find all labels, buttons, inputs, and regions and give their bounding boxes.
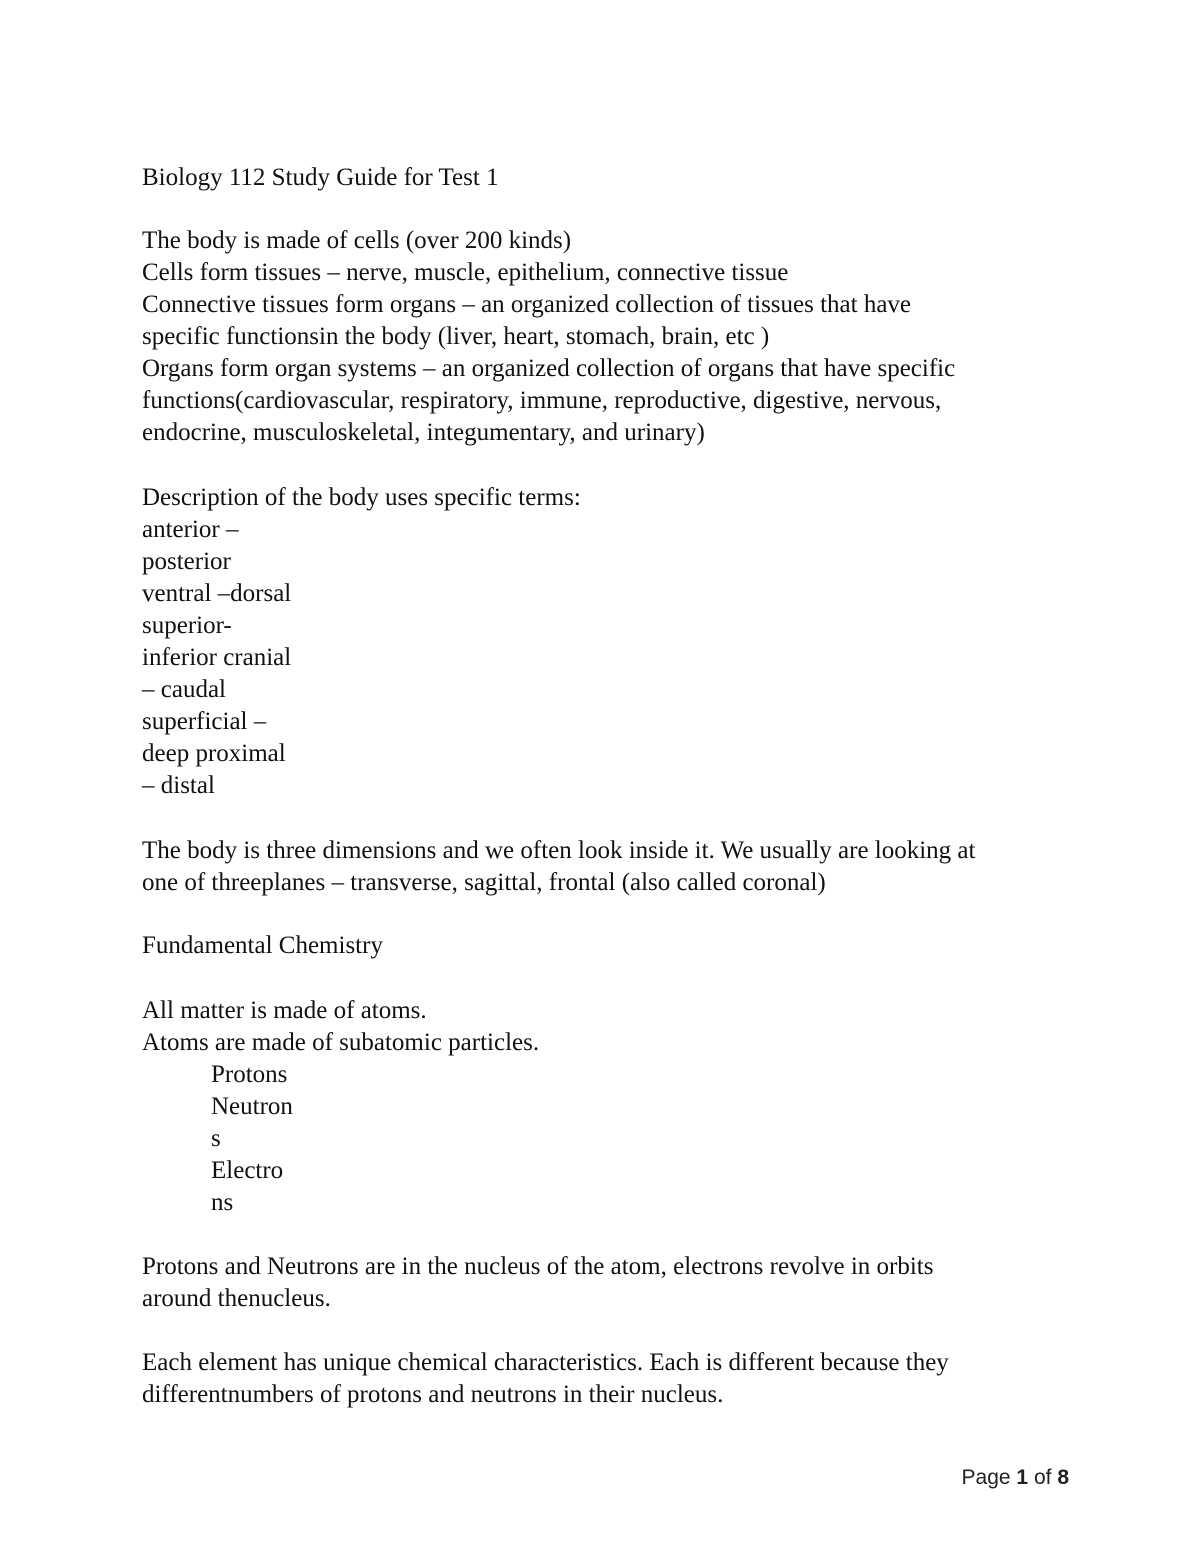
element-line: Each element has unique chemical characteristics. Each is different because they [142,1349,949,1376]
nucleus-line: around thenucleus. [142,1285,331,1312]
planes-line: one of threeplanes – transverse, sagittal, frontal (also called coronal) [142,869,826,896]
particle-item: s [211,1125,221,1152]
page-current: 1 [1016,1466,1029,1489]
term-line: ventral –dorsal [142,580,292,607]
terms-heading: Description of the body uses specific terms: [142,484,581,511]
document-title: Biology 112 Study Guide for Test 1 [142,164,499,191]
term-line: superior- [142,612,232,639]
term-line: deep proximal [142,740,286,767]
body-line: specific functionsin the body (liver, heart, stomach, brain, etc ) [142,323,770,350]
particle-item: Neutron [211,1093,293,1120]
element-line: differentnumbers of protons and neutrons in their nucleus. [142,1381,724,1408]
particle-item: Protons [211,1061,288,1088]
term-line: superficial – [142,708,267,735]
subatomic-line: Atoms are made of subatomic particles. [142,1029,540,1056]
matter-line: All matter is made of atoms. [142,997,427,1024]
of-label: of [1033,1466,1052,1489]
planes-line: The body is three dimensions and we often look inside it. We usually are looking at [142,837,976,864]
term-line: – distal [142,772,215,799]
page-label: Page [961,1466,1011,1489]
section-heading: Fundamental Chemistry [142,932,383,959]
body-line: The body is made of cells (over 200 kinds) [142,227,572,254]
body-line: endocrine, musculoskeletal, integumentary, and urinary) [142,419,705,446]
particle-item: Electro [211,1157,284,1184]
body-line: Organs form organ systems – an organized collection of organs that have specific [142,355,956,382]
particle-item: ns [211,1189,234,1216]
term-line: posterior [142,548,231,575]
page-total: 8 [1057,1466,1069,1489]
term-line: inferior cranial [142,644,292,671]
nucleus-line: Protons and Neutrons are in the nucleus of the atom, electrons revolve in orbits [142,1253,934,1280]
term-line: – caudal [142,676,226,703]
page-number [962,1463,1069,1493]
term-line: anterior – [142,516,239,543]
body-line: Connective tissues form organs – an organized collection of tissues that have [142,291,912,318]
body-line: functions(cardiovascular, respiratory, immune, reproductive, digestive, nervous, [142,387,942,414]
body-line: Cells form tissues – nerve, muscle, epithelium, connective tissue [142,259,789,286]
